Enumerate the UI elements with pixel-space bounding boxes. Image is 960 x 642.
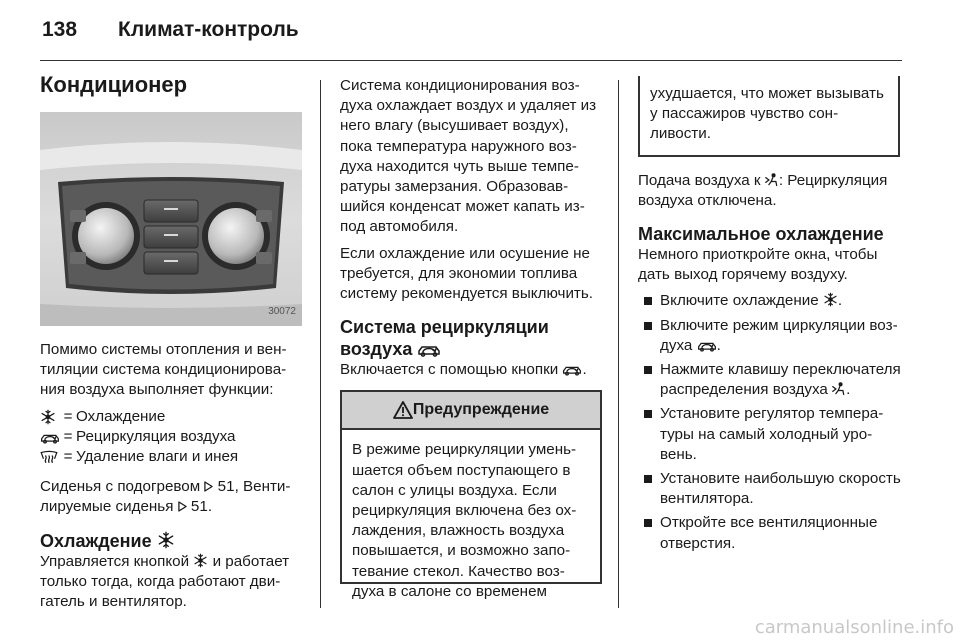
column-1	[40, 72, 302, 612]
snowflake-icon	[40, 409, 56, 425]
legend-eq: =	[63, 447, 73, 465]
cooling-text	[40, 552, 302, 613]
column-2	[340, 76, 602, 600]
column-3	[638, 76, 902, 558]
ac-description: Система кондиционирования воздуха охлаждает воздух и удаляет из него влагу (высушивает воздух), пока температура наружного воздуха находится чуть выше температуры замерзания. Образовавшийся конденсат может капать из-под автомобиля.	[340, 77, 597, 236]
page-title: Климат-контроль	[118, 18, 299, 41]
seats-ref-link[interactable]: 51	[217, 478, 235, 496]
page-ref-icon	[204, 481, 213, 492]
section-title-air-conditioning: Кондиционер	[40, 72, 188, 97]
vent-ref-link[interactable]: 51	[190, 498, 208, 516]
legend-eq: =	[63, 407, 73, 425]
recirculation-icon	[562, 362, 582, 376]
seats-reference: Сиденья с подогревом 51, Вентилируемые сиденья 51.	[40, 478, 291, 516]
ac-tip: Если охлаждение или осушение не требуется, для экономии топлива систему рекомендуется выключить.	[340, 244, 594, 303]
max-cooling-intro: Немного приоткройте окна, чтобы дать выход горячему воздуху.	[638, 246, 878, 284]
recirculation-icon	[40, 430, 60, 444]
warning-text: В режиме рециркуляции уменьшается объем поступающего в салон с улицы воздуха. Если рециркуляция включена без охлаждения, влажность воздуха повышается, и возможно запотевание стекол. Качество воздуха в салоне со временем	[352, 441, 577, 600]
recirculation-title-line2: воздуха	[340, 339, 413, 360]
max-cooling-steps	[638, 291, 902, 553]
air-supply-text-b: : Рециркуляция воздуха отключена.	[638, 171, 888, 209]
max-cooling-title: Максимальное охлаждение	[638, 224, 884, 245]
warning-box	[340, 390, 602, 600]
warning-header	[342, 392, 600, 430]
cooling-text-b: и работает только тогда, когда работают двигатель и вентилятор.	[40, 552, 290, 610]
air-supply-text-a: Подача воздуха к	[638, 171, 761, 189]
cooling-text-a: Управляется кнопкой	[40, 552, 190, 570]
recirculation-text: Включается с помощью кнопки .	[340, 361, 587, 379]
list-item: Установите регулятор температуры на самый холодный уровень.	[638, 404, 902, 465]
climate-panel-illustration	[40, 112, 302, 326]
defrost-icon	[40, 450, 58, 465]
header-divider	[40, 60, 902, 61]
page-number: 138	[42, 18, 78, 41]
recirculation-title-line1: Система рециркуляции	[340, 317, 549, 338]
step-text: Нажмите клавишу переключателя распределения воздуха	[660, 361, 901, 399]
legend-eq: =	[63, 427, 73, 445]
recirculation-icon	[697, 338, 717, 352]
climate-panel-photo	[40, 112, 302, 326]
snowflake-icon	[193, 553, 208, 568]
intro-text: Помимо системы отопления и вентиляции система кондиционирования воздуха выполняет функции:	[40, 341, 287, 399]
legend-row-defrost	[40, 447, 302, 467]
air-distribution-icon	[832, 382, 846, 396]
snowflake-icon	[823, 292, 838, 307]
watermark: carmanualsonline.info	[754, 617, 954, 638]
seats-text: Сиденья с подогревом	[40, 478, 201, 496]
image-code: 30072	[268, 305, 296, 317]
column-divider-1	[320, 80, 321, 608]
snowflake-icon	[157, 531, 175, 549]
legend-label: Удаление влаги и инея	[76, 447, 239, 465]
step-text: Включите охлаждение	[660, 292, 819, 310]
step-text: Включите режим циркуляции воздуха	[660, 316, 898, 354]
warning-icon	[393, 401, 413, 419]
list-item: Откройте все вентиляционные отверстия.	[638, 513, 902, 553]
list-item: Включите охлаждение .	[638, 291, 902, 311]
warning-text-continued: ухудшается, что может вызывать у пассажиров чувство сонливости.	[650, 85, 884, 143]
legend-row-recirculation	[40, 427, 302, 447]
legend-row-cooling	[40, 407, 302, 427]
column-divider-2	[618, 80, 619, 608]
list-item: Нажмите клавишу переключателя распределения воздуха .	[638, 360, 902, 400]
legend-label: Охлаждение	[76, 407, 166, 425]
cooling-title	[40, 530, 302, 552]
cooling-title-text: Охлаждение	[40, 530, 152, 551]
air-distribution-icon	[765, 173, 779, 187]
recirculation-icon	[417, 341, 441, 357]
page-ref-icon	[178, 501, 187, 512]
warning-box-continued	[638, 76, 900, 157]
list-item: Установите наибольшую скорость вентилятора.	[638, 469, 902, 509]
recirculation-text-label: Включается с помощью кнопки	[340, 361, 559, 379]
symbol-legend	[40, 407, 302, 468]
legend-label: Рециркуляция воздуха	[76, 427, 236, 445]
vent-text: , Вентилируемые сиденья	[40, 478, 291, 516]
air-supply-text	[638, 171, 902, 211]
list-item: Включите режим циркуляции воздуха .	[638, 316, 902, 356]
recirculation-title	[340, 316, 602, 360]
warning-title: Предупреждение	[412, 401, 550, 419]
